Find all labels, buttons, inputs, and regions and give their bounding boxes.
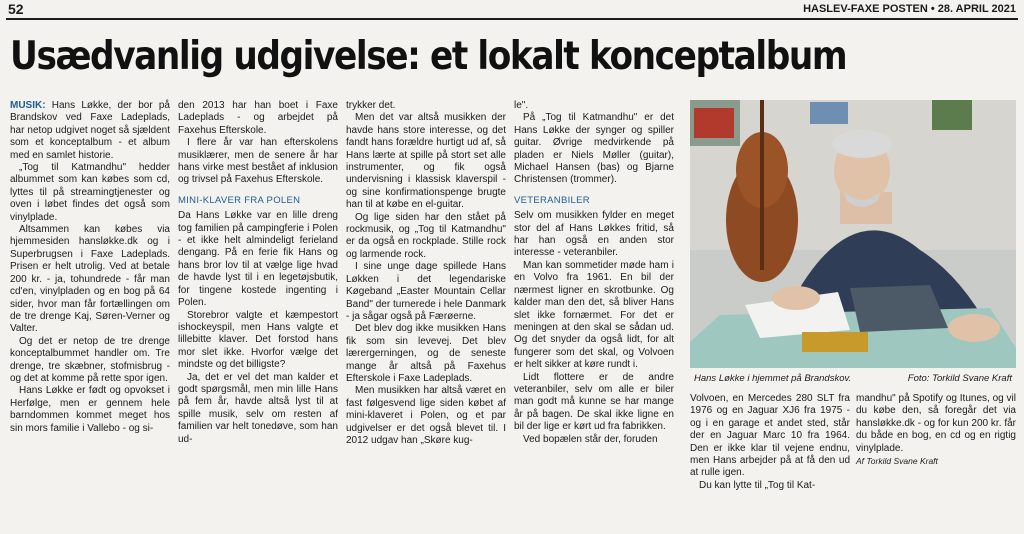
paragraph: den 2013 har han boet i Faxe Ladeplads - og arbejdet på Faxehus Efterskole. <box>178 100 338 136</box>
paragraph: „Tog til Katmandhu" hedder albummet som kan købes som cd, lyttes til på streamingtjenester og oven i løbet findes det også som vinylplade. <box>10 162 170 223</box>
lead-paragraph <box>10 100 170 162</box>
paragraph: Og det er netop de tre drenge konceptalbummet handler om. Tre drenge, tre skæbner, stofmisbrug - og det at komme på rette spor igen. <box>10 335 170 384</box>
byline: Af Torkild Svane Kraft <box>856 456 938 467</box>
article-column-2 <box>178 100 338 446</box>
portrait-photo <box>690 100 1016 368</box>
paragraph: Hans Løkke er født og opvokset i Herfølge, men er gennem hele barndommen kommet meget hos sin mors familie i Vallebo - og si- <box>10 385 170 434</box>
lead-text: Hans Løkke, der bor på Brandskov ved Faxe Ladeplads, har netop udgivet noget så sjældent som et konceptalbum - et album med en samlet historie. <box>10 100 170 161</box>
paragraph: Man kan sommetider møde ham i en Volvo fra 1961. En bil der nærmest ligner en skrotbunke. Og kalder man den det, så bliver Hans slet ikke fornærmet. For det er meningen at den skal se sådan ud. Og det snyder da også lidt, for alt fungerer som det skal, og Volvoen er helt sikker at køre rundt i. <box>514 259 674 371</box>
article-column-3 <box>346 100 506 447</box>
paragraph: I flere år var han efterskolens musiklærer, men de senere år har hans virke mest bestået af inklusion og trivsel på Faxehus Efterskole. <box>178 137 338 186</box>
article-column-5 <box>690 393 850 492</box>
paragraph: Da Hans Løkke var en lille dreng tog familien på campingferie i Polen - et ikke helt almindeligt ferieland dengang. På en ferie fik Hans og hans bror lov til at vælge lige hvad de havde lyst til i en legetøjsbutik, for tingene kostede ingenting i Polen. <box>178 210 338 309</box>
paragraph: trykker det. <box>346 100 396 111</box>
article-column-4 <box>514 100 674 446</box>
paragraph: Du kan lytte til „Tog til Kat- <box>699 479 816 491</box>
paragraph: Selv om musikken fylder en meget stor del af Hans Løkkes fritid, så har han også en anden stor interesse - veteranbiler. <box>514 210 674 259</box>
photo-credit: Foto: Torkild Svane Kraft <box>907 373 1012 384</box>
paragraph: På „Tog til Katmandhu" er det Hans Løkke der synger og spiller guitar. Øvrige medvirkende på pladen er Niels Møller (guitar), Michael Hansen (bas) og Bjarne Christensen (trommer). <box>514 112 674 186</box>
photo-illustration <box>690 100 1016 368</box>
paragraph: Altsammen kan købes via hjemmesiden hansløkke.dk og i Superbrugsen i Faxe Ladeplads. Prisen er helt utrolig. Ved at betale 200 kr. - ja, tohundrede - får man cd'en, vinylpladen og en bog på 64 sider, hvor man får fortællingen om de tre drenge Kaj, Søren-Verner og Valter. <box>10 224 170 335</box>
paragraph: Lidt flottere er de andre veteranbiler, selv om alle er biler man godt må kunne se har mange år på bagen. De skal ikke ligne en bil der lige er kørt ud fra fabrikken. <box>514 371 674 433</box>
paragraph: Det blev dog ikke musikken Hans fik som sin levevej. Det blev lærergerningen, og de seneste mange år altså på Faxehus Efterskole i Faxe Ladeplads. <box>346 323 506 384</box>
photo-caption: Hans Løkke i hjemmet på Brandskov. <box>694 373 852 384</box>
article-headline: Usædvanlig udgivelse: et lokalt konceptalbum <box>10 34 847 79</box>
publication-dateline: HASLEV-FAXE POSTEN • 28. APRIL 2021 <box>803 3 1016 15</box>
paragraph: Men det var altså musikken der havde hans store interesse, og det fandt hans forældre hurtigt ud af, så Hans lærte at spille på stort set alle instrumenter, og fik også undervisning i klassisk klaverspil - og sine konfirmationspenge brugte han til at købe en el-guitar. <box>346 112 506 211</box>
paragraph: I sine unge dage spillede Hans Løkken i det legendariske Køgeband „Easter Mountain Cellar Band" der turnerede i hele Danmark - ja sågar også på Færøerne. <box>346 261 506 322</box>
paragraph: Ja, det er vel det man kalder et godt spørgsmål, men min lille Hans på fem år, havde altså lyst til at spille musik, selv om resten af familien var helt tonedøve, som han ud- <box>178 371 338 445</box>
paragraph: Og lige siden har den stået på rockmusik, og „Tog til Katmandhu" er da også en rockplade. Stille rock og larmende rock. <box>346 211 506 260</box>
article-column-6 <box>856 393 1016 467</box>
article-column-1 <box>10 100 170 435</box>
subheading-mini-klaver: MINI-KLAVER FRA POLEN <box>178 194 301 206</box>
paragraph: Ved bopælen står der, foruden <box>523 433 658 445</box>
photo-caption-row <box>690 373 1016 387</box>
page-header <box>0 0 1024 18</box>
subheading-veteranbiler: VETERANBILER <box>514 194 590 206</box>
page-number: 52 <box>8 1 24 17</box>
section-kicker: MUSIK: <box>10 100 46 111</box>
header-rule <box>6 18 1018 20</box>
paragraph: mandhu" på Spotify og Itunes, og vil du købe den, så foregår det via hansløkke.dk - og for kun 200 kr. får du både en bog, en cd og en rigtig vinylplade. <box>856 393 1016 454</box>
paragraph: Storebror valgte et kæmpestort ishockeyspil, men Hans valgte et lillebitte klaver. Det forstod hans mor slet ikke. Hvorfor vælge det mindste og det billigste? <box>178 309 338 371</box>
paragraph: Volvoen, en Mercedes 280 SLT fra 1976 og en Jaguar XJ6 fra 1975 - og i en garage et andet sted, står der en Jaguar Marc 10 fra 1964. Den er ikke klar til vejene endnu, men Hans arbejder på at få den ud at rulle igen. <box>690 393 850 479</box>
paragraph: le". <box>514 100 529 111</box>
paragraph: Men musikken har altså været en fast følgesvend lige siden købet af mini-klaveret i Polen, og et par udgivelser er det også blevet til. I 2012 udgav han „Skøre kug- <box>346 385 506 446</box>
